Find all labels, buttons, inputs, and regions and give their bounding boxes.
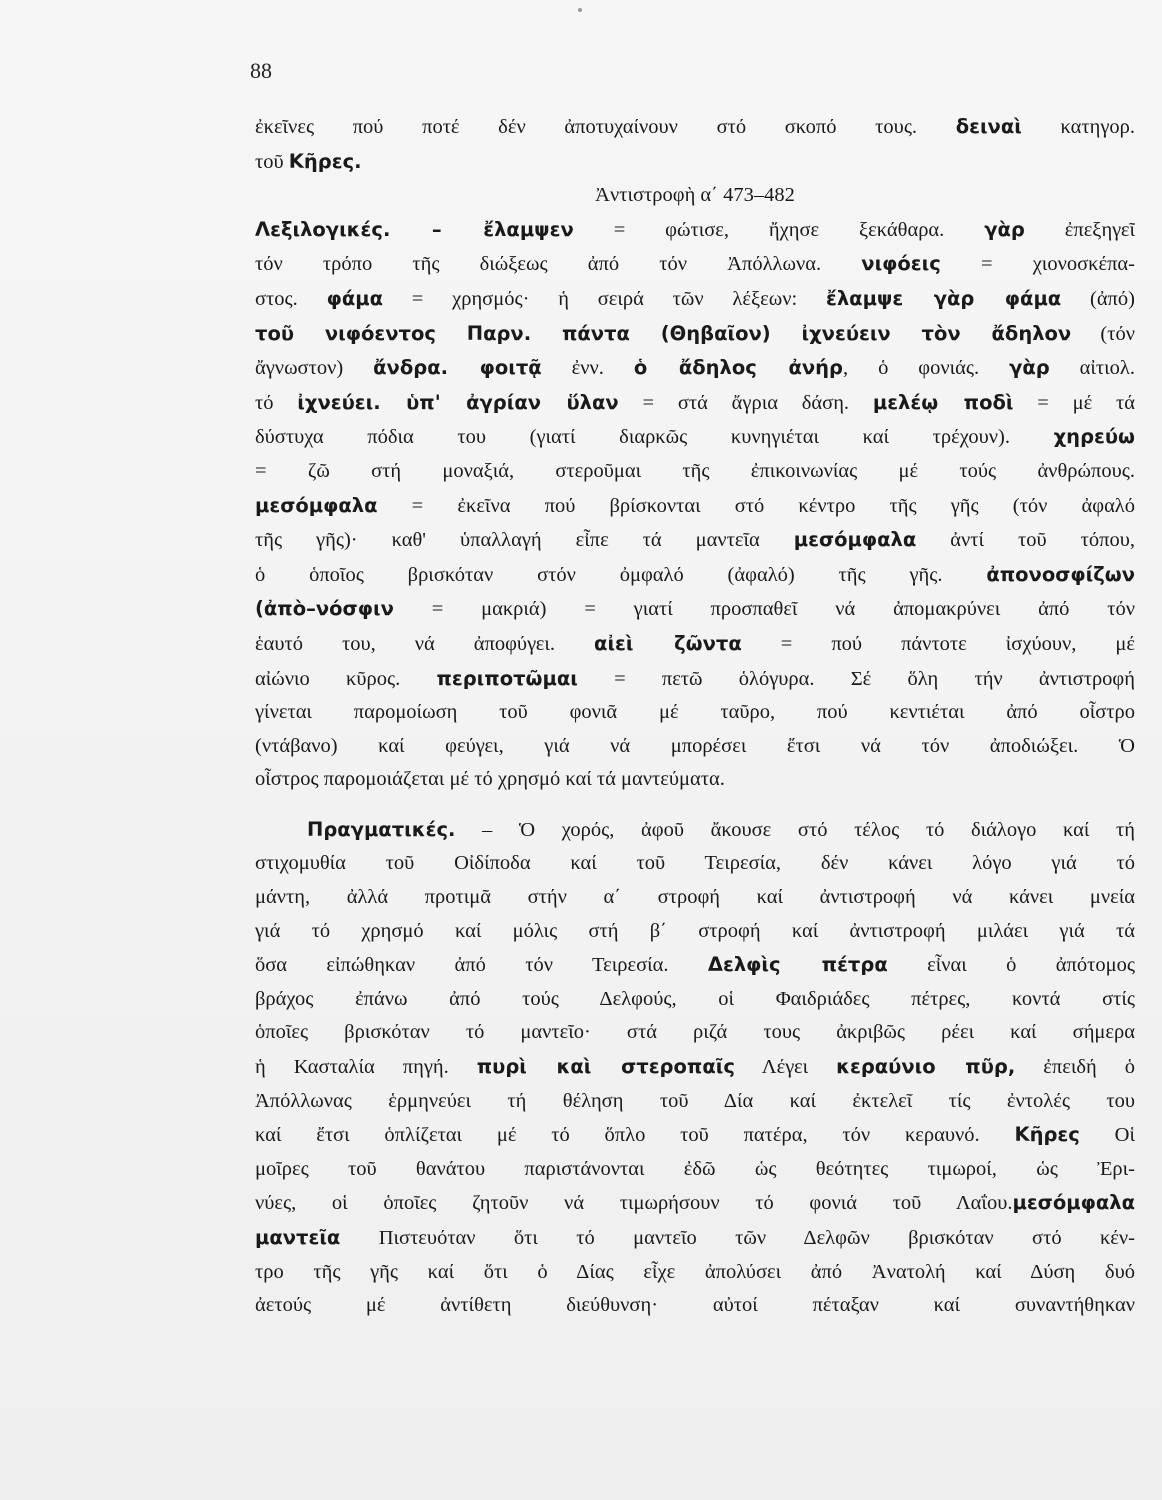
text-run: γίνεται παρομοίωση τοῦ φονιᾶ μέ ταῦρο, πού κεντιέται ἀπό οἶστρο xyxy=(255,701,1135,724)
text-run: (ντάβανο) καί φεύγει, γιά νά μπορέσει ἔτσι νά τόν ἀποδιώξει. Ὁ xyxy=(255,734,1135,757)
bold-term: μεσόμφαλα xyxy=(1012,1191,1135,1215)
text-run: , ὁ φονιάς. xyxy=(843,357,1010,380)
text-run: τῆς γῆς)· καθ' ὑπαλλαγή εἶπε τά μαντεῖα xyxy=(255,529,794,552)
text-line xyxy=(255,351,1135,386)
bold-term: Κῆρες. xyxy=(288,149,362,173)
bold-term: (ἀπὸ–νόσφιν xyxy=(255,597,394,621)
bold-term: ἀπονοσφίζων xyxy=(986,562,1135,586)
text-run: – Ὁ χορός, ἀφοῦ ἄκουσε στό τέλος τό διάλογο καί τή xyxy=(455,818,1135,841)
bold-term: ὁ ἄδηλος ἀνήρ xyxy=(633,356,843,380)
text-run: ἐκεῖνες πού ποτέ δέν ἀποτυχαίνουν στό σκοπό τους. xyxy=(255,116,956,138)
section-heading xyxy=(255,179,1135,213)
text-line xyxy=(255,948,1135,983)
bold-term: μεσόμφαλα xyxy=(793,528,917,552)
text-run: τόν τρόπο τῆς διώξεως ἀπό τόν Ἀπόλλωνα. xyxy=(255,253,862,276)
text-run: βράχος ἐπάνω ἀπό τούς Δελφούς, οἱ Φαιδριάδες πέτρες, κοντά στίς xyxy=(255,987,1135,1010)
text-line xyxy=(255,1289,1135,1323)
bold-term: γὰρ xyxy=(1009,356,1050,380)
text-run: μάντη, ἀλλά προτιμᾶ στήν α΄ στροφή καί ἀντιστροφή νά κάνει μνεία xyxy=(255,886,1135,909)
text-run: = πού πάντοτε ἰσχύουν, μέ xyxy=(741,632,1135,655)
text-line xyxy=(255,110,1135,145)
text-run: τοῦ xyxy=(255,150,289,173)
text-run: γιά τό χρησμό καί μόλις στή β΄ στροφή καί ἀντιστροφή μιλάει γιά τά xyxy=(255,919,1135,942)
bold-term: μελέῳ ποδὶ xyxy=(872,390,1014,414)
text-run: εἶναι ὁ ἀπότομος xyxy=(887,954,1135,977)
text-line xyxy=(255,523,1135,558)
text-run: = χρησμός· ἡ σειρά τῶν λέξεων: xyxy=(382,287,826,310)
bold-term: φάμα xyxy=(326,286,383,310)
text-run: στιχομυθία τοῦ Οἰδίποδα καί τοῦ Τειρεσία, δέν κάνει λόγο γιά τό xyxy=(255,852,1135,875)
bold-term: μεσόμφαλα xyxy=(255,493,378,517)
text-line xyxy=(255,983,1135,1017)
bold-term: ἄνδρα. φοιτᾷ xyxy=(373,356,542,380)
text-line xyxy=(255,627,1135,662)
text-line xyxy=(255,662,1135,697)
bold-term: γὰρ xyxy=(984,217,1025,241)
text-line xyxy=(255,455,1135,489)
text-line xyxy=(255,1153,1135,1187)
text-run: αἰτιολ. xyxy=(1049,357,1135,380)
text-run: = ἐκεῖνα πού βρίσκονται στό κέντρο τῆς γῆς (τόν ἀφαλό xyxy=(377,494,1135,517)
bold-term: περιποτῶμαι xyxy=(436,666,578,690)
text-run: στος. xyxy=(255,287,327,310)
text-run: ὁ ὁποῖος βρισκόταν στόν ὀμφαλό (ἀφαλό) τῆς γῆς. xyxy=(255,563,987,586)
text-run: = μέ τά xyxy=(1013,391,1135,414)
text-run: ἐπειδή ὁ xyxy=(1015,1056,1135,1079)
text-line xyxy=(255,592,1135,627)
text-run: Λέγει xyxy=(734,1056,837,1079)
text-line xyxy=(255,847,1135,881)
bold-term: Λεξιλογικές. – ἔλαμψεν xyxy=(255,217,574,241)
text-run: Ἀπόλλωνας ἑρμηνεύει τή θέληση τοῦ Δία καί ἐκτελεῖ τίς ἐντολές του xyxy=(255,1089,1135,1112)
text-line xyxy=(255,247,1135,282)
text-line xyxy=(255,1186,1135,1221)
bold-term: δειναὶ xyxy=(955,115,1022,138)
text-run: ἀντί τοῦ τόπου, xyxy=(916,529,1135,552)
bold-term: Πραγματικές. xyxy=(307,817,456,841)
bold-term: μαντεῖα xyxy=(255,1226,341,1249)
text-run: οἶστρος παρομοιάζεται μέ τό χρησμό καί τά μαντεύματα. xyxy=(255,768,725,791)
bold-term: ἔλαμψε γὰρ φάμα xyxy=(825,286,1062,310)
text-run: νύες, οἱ ὁποῖες ζητοῦν νά τιμωρήσουν τό φονιά τοῦ Λαΐου. xyxy=(255,1192,1013,1215)
text-run: ἄγνωστον) xyxy=(255,357,374,380)
text-run: ἀετούς μέ ἀντίθετη διεύθυνση· αὐτοί πέταξαν καί συναντήθηκαν xyxy=(255,1294,1135,1317)
bold-term: τοῦ νιφόεντος Παρν. πάντα (Θηβαῖον) ἰχνεύειν τὸν ἄδηλον xyxy=(255,321,1072,345)
text-line xyxy=(255,386,1135,421)
bold-term: νιφόεις xyxy=(861,252,941,276)
text-run: = πετῶ ὁλόγυρα. Σέ ὅλη τήν ἀντιστροφή xyxy=(577,667,1135,690)
text-line xyxy=(255,763,1135,797)
paragraph-spacer xyxy=(255,797,1135,813)
bold-term: αἰεὶ ζῶντα xyxy=(594,631,742,655)
text-line xyxy=(255,1050,1135,1085)
text-run: = ζῶ στή μοναξιά, στεροῦμαι τῆς ἐπικοινωνίας μέ τούς ἀνθρώπους. xyxy=(255,459,1135,482)
bold-term: ἰχνεύει. ὑπ' ἀγρίαν ὕλαν xyxy=(297,390,619,414)
text-line xyxy=(255,420,1135,455)
text-line xyxy=(255,1256,1135,1290)
bold-term: κεραύνιο πῦρ, xyxy=(836,1055,1016,1079)
text-run: Ἀντιστροφὴ α΄ 473–482 xyxy=(595,184,795,207)
text-run: κατηγορ. xyxy=(1021,116,1135,138)
text-run: ἐνν. xyxy=(541,357,634,380)
text-run: ἐπεξηγεῖ xyxy=(1024,218,1135,241)
text-run: τό xyxy=(255,391,298,414)
text-run: ἡ Κασταλία πηγή. xyxy=(255,1056,477,1079)
text-line xyxy=(255,730,1135,764)
text-line xyxy=(255,881,1135,915)
text-run: καί ἔτσι ὁπλίζεται μέ τό ὅπλο τοῦ πατέρα, τόν κεραυνό. xyxy=(255,1124,1015,1147)
bold-term: πυρὶ καὶ στεροπαῖς xyxy=(476,1055,735,1079)
text-line xyxy=(255,317,1135,352)
commentary-text xyxy=(255,110,1135,1323)
text-line xyxy=(255,282,1135,317)
bold-term: Δελφὶς πέτρα xyxy=(707,953,888,977)
text-line xyxy=(255,1118,1135,1153)
text-line xyxy=(255,558,1135,593)
text-run: ὁποῖες βρισκόταν τό μαντεῖο· στά ριζά τους ἀκριβῶς ρέει καί σήμερα xyxy=(255,1021,1135,1044)
text-line xyxy=(255,696,1135,730)
text-line xyxy=(255,1221,1135,1256)
text-line xyxy=(255,213,1135,248)
page-number: 88 xyxy=(250,58,272,83)
text-run: μοῖρες τοῦ θανάτου παριστάνονται ἐδῶ ὡς θεότητες τιμωροί, ὡς Ἐρι- xyxy=(255,1157,1135,1180)
text-run: = φώτισε, ἤχησε ξεκάθαρα. xyxy=(573,218,985,241)
text-run: Πιστευόταν ὅτι τό μαντεῖο τῶν Δελφῶν βρισκόταν στό κέν- xyxy=(340,1227,1135,1249)
text-run: δύστυχα πόδια του (γιατί διαρκῶς κυνηγιέται καί τρέχουν). xyxy=(255,426,1054,449)
speck-mark xyxy=(578,8,582,12)
text-run: Οἱ xyxy=(1079,1124,1135,1147)
text-line xyxy=(255,1085,1135,1119)
text-line xyxy=(255,1016,1135,1050)
text-run: ἑαυτό του, νά ἀποφύγει. xyxy=(255,632,595,655)
text-run: αἰώνιο κῦρος. xyxy=(255,667,437,690)
text-run: = μακριά) = γιατί προσπαθεῖ νά ἀπομακρύνει ἀπό τόν xyxy=(393,598,1135,621)
text-line xyxy=(255,489,1135,524)
text-run: (τόν xyxy=(1071,322,1135,345)
text-line xyxy=(255,915,1135,949)
text-run: = χιονοσκέπα- xyxy=(940,253,1135,276)
bold-term: χηρεύω xyxy=(1053,425,1135,449)
text-run: (ἀπό) xyxy=(1061,287,1135,310)
text-run: = στά ἄγρια δάση. xyxy=(618,391,873,414)
text-run: ὅσα εἰπώθηκαν ἀπό τόν Τειρεσία. xyxy=(255,954,708,977)
text-run: τρο τῆς γῆς καί ὅτι ὁ Δίας εἶχε ἀπολύσει ἀπό Ἀνατολή καί Δύση δυό xyxy=(255,1260,1135,1283)
text-line xyxy=(255,145,1135,180)
bold-term: Κῆρες xyxy=(1014,1123,1080,1147)
text-line xyxy=(255,813,1135,848)
